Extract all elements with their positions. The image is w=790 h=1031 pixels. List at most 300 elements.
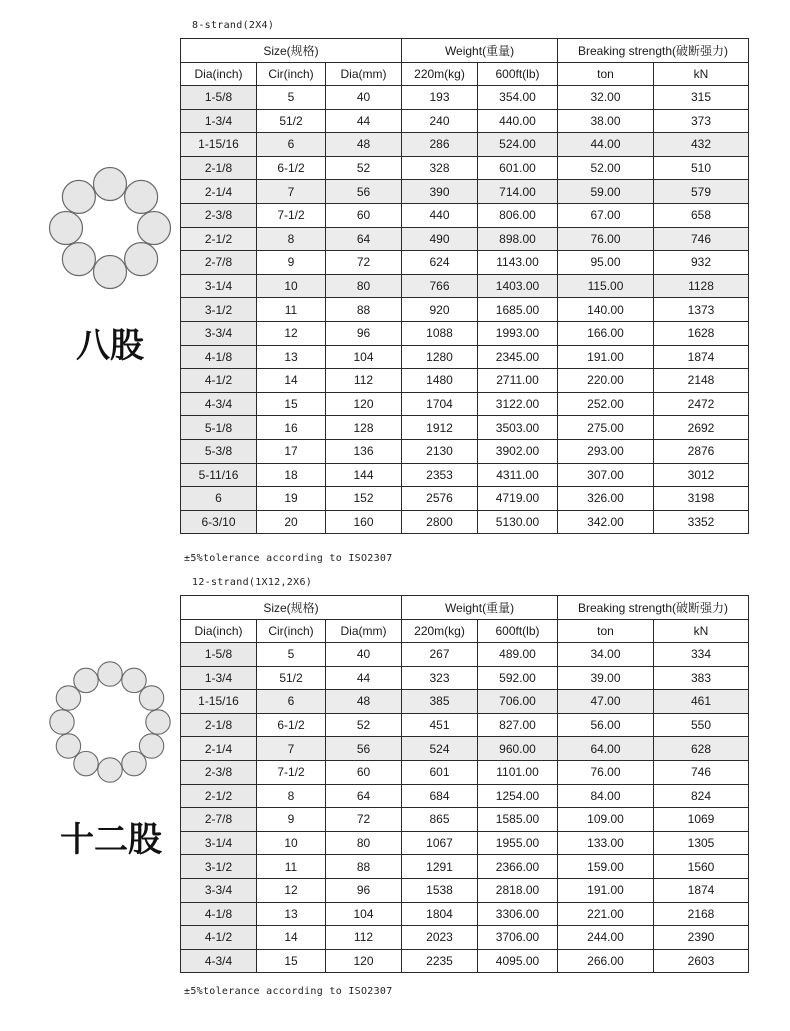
cell-cir-inch: 11 <box>257 298 326 322</box>
table-row <box>181 666 749 690</box>
eight-strand-label: 八股 <box>76 326 144 366</box>
cell-ton: 191.00 <box>558 878 654 902</box>
cell-dia-mm: 72 <box>326 808 402 832</box>
table-row <box>181 510 749 534</box>
table-row <box>181 831 749 855</box>
cell-ton: 39.00 <box>558 666 654 690</box>
cell-weight-lb: 2345.00 <box>478 345 558 369</box>
cell-dia-inch: 3-1/4 <box>181 831 257 855</box>
cell-kn: 2472 <box>654 392 749 416</box>
table8-tolerance-note: ±5%tolerance according to ISO2307 <box>184 553 393 564</box>
cell-dia-mm: 88 <box>326 298 402 322</box>
table-row <box>181 878 749 902</box>
cell-cir-inch: 7 <box>257 737 326 761</box>
cell-ton: 159.00 <box>558 855 654 879</box>
cell-kn: 383 <box>654 666 749 690</box>
cell-ton: 67.00 <box>558 203 654 227</box>
table-row <box>181 643 749 667</box>
table-row <box>181 203 749 227</box>
cell-kn: 1305 <box>654 831 749 855</box>
cell-ton: 95.00 <box>558 251 654 275</box>
cell-dia-mm: 52 <box>326 713 402 737</box>
cell-ton: 266.00 <box>558 949 654 973</box>
cell-ton: 252.00 <box>558 392 654 416</box>
cell-cir-inch: 20 <box>257 510 326 534</box>
cell-dia-mm: 120 <box>326 949 402 973</box>
weight-group-header: Weight(重量) <box>402 39 558 63</box>
cell-weight-lb: 1585.00 <box>478 808 558 832</box>
cell-ton: 47.00 <box>558 690 654 714</box>
cell-kn: 2168 <box>654 902 749 926</box>
cell-dia-inch: 6 <box>181 487 257 511</box>
cell-dia-inch: 6-3/10 <box>181 510 257 534</box>
cell-kn: 1128 <box>654 274 749 298</box>
eight-strand-cross-section-icon <box>48 166 172 290</box>
cell-dia-inch: 2-1/8 <box>181 713 257 737</box>
cell-dia-mm: 96 <box>326 321 402 345</box>
cell-weight-lb: 592.00 <box>478 666 558 690</box>
table-row <box>181 369 749 393</box>
cell-ton: 76.00 <box>558 760 654 784</box>
cell-dia-mm: 160 <box>326 510 402 534</box>
cell-dia-mm: 56 <box>326 737 402 761</box>
cell-ton: 38.00 <box>558 109 654 133</box>
col-weight-lb: 600ft(lb) <box>478 620 558 643</box>
cell-cir-inch: 51/2 <box>257 666 326 690</box>
cell-weight-kg: 390 <box>402 180 478 204</box>
cell-weight-lb: 827.00 <box>478 713 558 737</box>
cell-kn: 1874 <box>654 345 749 369</box>
strand-circle <box>56 734 80 758</box>
cell-weight-lb: 898.00 <box>478 227 558 251</box>
cell-kn: 3352 <box>654 510 749 534</box>
cell-kn: 746 <box>654 227 749 251</box>
cell-dia-mm: 60 <box>326 760 402 784</box>
cell-kn: 932 <box>654 251 749 275</box>
cell-weight-kg: 2576 <box>402 487 478 511</box>
cell-dia-inch: 2-1/4 <box>181 737 257 761</box>
cell-ton: 140.00 <box>558 298 654 322</box>
cell-dia-inch: 2-1/4 <box>181 180 257 204</box>
col-kn: kN <box>654 63 749 86</box>
strand-circle <box>125 243 158 276</box>
cell-dia-mm: 112 <box>326 369 402 393</box>
table-row <box>181 274 749 298</box>
size-group-header: Size(规格) <box>181 596 402 620</box>
cell-dia-inch: 2-7/8 <box>181 808 257 832</box>
cell-cir-inch: 6-1/2 <box>257 713 326 737</box>
cell-weight-lb: 714.00 <box>478 180 558 204</box>
cell-weight-kg: 385 <box>402 690 478 714</box>
cell-weight-kg: 323 <box>402 666 478 690</box>
cell-weight-lb: 1403.00 <box>478 274 558 298</box>
cell-dia-inch: 4-3/4 <box>181 392 257 416</box>
cell-weight-lb: 3122.00 <box>478 392 558 416</box>
cell-cir-inch: 7-1/2 <box>257 760 326 784</box>
table-row <box>181 298 749 322</box>
cell-dia-mm: 44 <box>326 666 402 690</box>
cell-kn: 746 <box>654 760 749 784</box>
cell-weight-lb: 1254.00 <box>478 784 558 808</box>
strand-circle <box>50 710 74 734</box>
cell-weight-kg: 601 <box>402 760 478 784</box>
table-row <box>181 487 749 511</box>
table-row <box>181 808 749 832</box>
cell-kn: 315 <box>654 86 749 110</box>
cell-weight-kg: 524 <box>402 737 478 761</box>
cell-kn: 2692 <box>654 416 749 440</box>
table-row <box>181 902 749 926</box>
cell-dia-inch: 4-1/8 <box>181 902 257 926</box>
cell-kn: 2876 <box>654 439 749 463</box>
cell-dia-mm: 104 <box>326 902 402 926</box>
strand-circle <box>139 734 163 758</box>
cell-weight-lb: 524.00 <box>478 133 558 157</box>
table-row <box>181 784 749 808</box>
strand-circle <box>50 212 83 245</box>
cell-dia-inch: 4-1/2 <box>181 369 257 393</box>
cell-weight-kg: 1804 <box>402 902 478 926</box>
cell-ton: 64.00 <box>558 737 654 761</box>
strand-circle <box>74 668 98 692</box>
table-row <box>181 345 749 369</box>
table-row <box>181 416 749 440</box>
cell-kn: 1628 <box>654 321 749 345</box>
table12-caption: 12-strand(1X12,2X6) <box>192 577 313 588</box>
cell-weight-lb: 1685.00 <box>478 298 558 322</box>
table-row <box>181 926 749 950</box>
cell-kn: 510 <box>654 156 749 180</box>
cell-weight-kg: 920 <box>402 298 478 322</box>
table-row <box>181 690 749 714</box>
cell-cir-inch: 10 <box>257 831 326 855</box>
cell-dia-inch: 4-1/8 <box>181 345 257 369</box>
cell-ton: 109.00 <box>558 808 654 832</box>
table-row <box>181 109 749 133</box>
cell-kn: 628 <box>654 737 749 761</box>
col-dia-mm: Dia(mm) <box>326 620 402 643</box>
cell-cir-inch: 9 <box>257 808 326 832</box>
table8-column-header <box>181 63 749 86</box>
table12-group-header <box>181 596 749 620</box>
cell-ton: 52.00 <box>558 156 654 180</box>
cell-kn: 334 <box>654 643 749 667</box>
cell-kn: 3198 <box>654 487 749 511</box>
strand-circle <box>122 668 146 692</box>
cell-kn: 373 <box>654 109 749 133</box>
cell-dia-mm: 88 <box>326 855 402 879</box>
cell-cir-inch: 14 <box>257 369 326 393</box>
cell-weight-kg: 328 <box>402 156 478 180</box>
cell-dia-mm: 44 <box>326 109 402 133</box>
cell-weight-kg: 2353 <box>402 463 478 487</box>
cell-kn: 824 <box>654 784 749 808</box>
cell-weight-kg: 2130 <box>402 439 478 463</box>
cell-weight-kg: 193 <box>402 86 478 110</box>
cell-dia-inch: 2-1/8 <box>181 156 257 180</box>
cell-cir-inch: 18 <box>257 463 326 487</box>
cell-ton: 191.00 <box>558 345 654 369</box>
strand-circle <box>139 686 163 710</box>
cell-dia-mm: 64 <box>326 227 402 251</box>
cell-weight-kg: 490 <box>402 227 478 251</box>
cell-weight-kg: 1088 <box>402 321 478 345</box>
cell-ton: 76.00 <box>558 227 654 251</box>
cell-weight-lb: 489.00 <box>478 643 558 667</box>
table-row <box>181 133 749 157</box>
cell-ton: 84.00 <box>558 784 654 808</box>
cell-weight-kg: 865 <box>402 808 478 832</box>
cell-weight-lb: 4719.00 <box>478 487 558 511</box>
strand-circle <box>146 710 170 734</box>
cell-dia-inch: 1-15/16 <box>181 133 257 157</box>
cell-weight-lb: 2818.00 <box>478 878 558 902</box>
cell-ton: 244.00 <box>558 926 654 950</box>
cell-dia-inch: 3-1/2 <box>181 298 257 322</box>
cell-dia-inch: 3-3/4 <box>181 321 257 345</box>
cell-dia-mm: 52 <box>326 156 402 180</box>
table-row <box>181 949 749 973</box>
cell-cir-inch: 9 <box>257 251 326 275</box>
size-group-header: Size(规格) <box>181 39 402 63</box>
cell-kn: 461 <box>654 690 749 714</box>
cell-dia-inch: 2-1/2 <box>181 784 257 808</box>
cell-dia-inch: 1-3/4 <box>181 666 257 690</box>
cell-ton: 166.00 <box>558 321 654 345</box>
cell-weight-lb: 3706.00 <box>478 926 558 950</box>
cell-dia-mm: 60 <box>326 203 402 227</box>
cell-cir-inch: 8 <box>257 784 326 808</box>
cell-weight-kg: 451 <box>402 713 478 737</box>
cell-dia-mm: 56 <box>326 180 402 204</box>
cell-weight-kg: 1538 <box>402 878 478 902</box>
cell-dia-mm: 72 <box>326 251 402 275</box>
cell-weight-lb: 4311.00 <box>478 463 558 487</box>
table-row <box>181 713 749 737</box>
cell-dia-inch: 1-5/8 <box>181 643 257 667</box>
cell-dia-mm: 40 <box>326 86 402 110</box>
cell-ton: 115.00 <box>558 274 654 298</box>
cell-weight-lb: 1101.00 <box>478 760 558 784</box>
strand-circle <box>62 243 95 276</box>
cell-cir-inch: 51/2 <box>257 109 326 133</box>
cell-ton: 56.00 <box>558 713 654 737</box>
twelve-strand-label: 十二股 <box>60 820 162 860</box>
cell-ton: 59.00 <box>558 180 654 204</box>
table-row <box>181 180 749 204</box>
cell-weight-kg: 440 <box>402 203 478 227</box>
cell-cir-inch: 12 <box>257 878 326 902</box>
col-dia-inch: Dia(inch) <box>181 63 257 86</box>
cell-dia-mm: 64 <box>326 784 402 808</box>
cell-kn: 3012 <box>654 463 749 487</box>
cell-weight-kg: 240 <box>402 109 478 133</box>
strand-circle <box>94 256 127 289</box>
strand-circle <box>98 758 122 782</box>
cell-weight-kg: 684 <box>402 784 478 808</box>
table12-column-header <box>181 620 749 643</box>
col-dia-inch: Dia(inch) <box>181 620 257 643</box>
col-ton: ton <box>558 63 654 86</box>
strand-circle <box>125 180 158 213</box>
cell-ton: 342.00 <box>558 510 654 534</box>
cell-cir-inch: 6-1/2 <box>257 156 326 180</box>
cell-weight-lb: 601.00 <box>478 156 558 180</box>
table-row <box>181 251 749 275</box>
cell-weight-lb: 5130.00 <box>478 510 558 534</box>
cell-weight-kg: 1704 <box>402 392 478 416</box>
cell-ton: 44.00 <box>558 133 654 157</box>
cell-weight-lb: 1993.00 <box>478 321 558 345</box>
cell-cir-inch: 6 <box>257 690 326 714</box>
col-cir-inch: Cir(inch) <box>257 620 326 643</box>
cell-weight-lb: 440.00 <box>478 109 558 133</box>
eight-strand-spec-table <box>180 38 749 534</box>
cell-cir-inch: 10 <box>257 274 326 298</box>
cell-weight-lb: 4095.00 <box>478 949 558 973</box>
cell-weight-kg: 1291 <box>402 855 478 879</box>
cell-dia-inch: 2-1/2 <box>181 227 257 251</box>
cell-weight-lb: 1143.00 <box>478 251 558 275</box>
cell-cir-inch: 13 <box>257 902 326 926</box>
breaking-strength-group-header: Breaking strength(破断强力) <box>558 596 749 620</box>
cell-kn: 579 <box>654 180 749 204</box>
cell-dia-mm: 48 <box>326 690 402 714</box>
table12-tolerance-note: ±5%tolerance according to ISO2307 <box>184 986 393 997</box>
cell-cir-inch: 16 <box>257 416 326 440</box>
cell-weight-lb: 1955.00 <box>478 831 558 855</box>
strand-circle <box>138 212 171 245</box>
cell-kn: 1560 <box>654 855 749 879</box>
cell-weight-kg: 267 <box>402 643 478 667</box>
col-ton: ton <box>558 620 654 643</box>
cell-dia-inch: 2-3/8 <box>181 203 257 227</box>
col-kn: kN <box>654 620 749 643</box>
col-dia-mm: Dia(mm) <box>326 63 402 86</box>
cell-weight-kg: 286 <box>402 133 478 157</box>
table8-group-header <box>181 39 749 63</box>
table-row <box>181 760 749 784</box>
cell-cir-inch: 7 <box>257 180 326 204</box>
col-weight-lb: 600ft(lb) <box>478 63 558 86</box>
cell-kn: 1874 <box>654 878 749 902</box>
cell-ton: 220.00 <box>558 369 654 393</box>
cell-dia-inch: 1-5/8 <box>181 86 257 110</box>
cell-dia-mm: 112 <box>326 926 402 950</box>
cell-cir-inch: 5 <box>257 643 326 667</box>
cell-weight-kg: 1480 <box>402 369 478 393</box>
cell-ton: 326.00 <box>558 487 654 511</box>
twelve-strand-spec-table <box>180 595 749 973</box>
cell-cir-inch: 14 <box>257 926 326 950</box>
cell-cir-inch: 12 <box>257 321 326 345</box>
cell-kn: 1373 <box>654 298 749 322</box>
cell-weight-lb: 806.00 <box>478 203 558 227</box>
cell-ton: 275.00 <box>558 416 654 440</box>
cell-kn: 2148 <box>654 369 749 393</box>
cell-dia-mm: 152 <box>326 487 402 511</box>
cell-dia-inch: 4-1/2 <box>181 926 257 950</box>
strand-circle <box>62 180 95 213</box>
cell-ton: 293.00 <box>558 439 654 463</box>
cell-dia-inch: 3-1/4 <box>181 274 257 298</box>
cell-weight-lb: 960.00 <box>478 737 558 761</box>
cell-dia-mm: 40 <box>326 643 402 667</box>
cell-weight-kg: 1067 <box>402 831 478 855</box>
cell-dia-inch: 2-7/8 <box>181 251 257 275</box>
cell-cir-inch: 15 <box>257 949 326 973</box>
cell-dia-inch: 1-3/4 <box>181 109 257 133</box>
strand-circle <box>74 751 98 775</box>
strand-circle <box>56 686 80 710</box>
cell-weight-lb: 3902.00 <box>478 439 558 463</box>
cell-kn: 432 <box>654 133 749 157</box>
table-row <box>181 156 749 180</box>
cell-weight-kg: 624 <box>402 251 478 275</box>
cell-dia-inch: 3-1/2 <box>181 855 257 879</box>
cell-cir-inch: 11 <box>257 855 326 879</box>
cell-cir-inch: 5 <box>257 86 326 110</box>
table-row <box>181 737 749 761</box>
table-row <box>181 439 749 463</box>
cell-dia-inch: 5-1/8 <box>181 416 257 440</box>
strand-circle <box>94 168 127 201</box>
table-row <box>181 321 749 345</box>
cell-weight-kg: 2023 <box>402 926 478 950</box>
cell-dia-inch: 4-3/4 <box>181 949 257 973</box>
cell-dia-mm: 128 <box>326 416 402 440</box>
cell-weight-lb: 3306.00 <box>478 902 558 926</box>
cell-ton: 34.00 <box>558 643 654 667</box>
cell-kn: 1069 <box>654 808 749 832</box>
cell-dia-mm: 136 <box>326 439 402 463</box>
table-row <box>181 86 749 110</box>
col-weight-kg: 220m(kg) <box>402 620 478 643</box>
breaking-strength-group-header: Breaking strength(破断强力) <box>558 39 749 63</box>
cell-weight-lb: 3503.00 <box>478 416 558 440</box>
cell-weight-lb: 2711.00 <box>478 369 558 393</box>
cell-dia-mm: 144 <box>326 463 402 487</box>
cell-weight-kg: 1280 <box>402 345 478 369</box>
cell-dia-mm: 48 <box>326 133 402 157</box>
cell-cir-inch: 6 <box>257 133 326 157</box>
cell-dia-mm: 104 <box>326 345 402 369</box>
cell-cir-inch: 19 <box>257 487 326 511</box>
cell-kn: 2390 <box>654 926 749 950</box>
cell-weight-kg: 2235 <box>402 949 478 973</box>
weight-group-header: Weight(重量) <box>402 596 558 620</box>
table8-caption: 8-strand(2X4) <box>192 20 275 31</box>
cell-weight-kg: 2800 <box>402 510 478 534</box>
cell-dia-inch: 5-11/16 <box>181 463 257 487</box>
table-row <box>181 855 749 879</box>
strand-circle <box>122 751 146 775</box>
cell-weight-lb: 354.00 <box>478 86 558 110</box>
cell-kn: 2603 <box>654 949 749 973</box>
cell-cir-inch: 8 <box>257 227 326 251</box>
table-row <box>181 227 749 251</box>
cell-cir-inch: 7-1/2 <box>257 203 326 227</box>
cell-kn: 550 <box>654 713 749 737</box>
table-row <box>181 463 749 487</box>
cell-cir-inch: 13 <box>257 345 326 369</box>
cell-dia-inch: 1-15/16 <box>181 690 257 714</box>
cell-cir-inch: 17 <box>257 439 326 463</box>
cell-ton: 32.00 <box>558 86 654 110</box>
cell-kn: 658 <box>654 203 749 227</box>
cell-dia-mm: 120 <box>326 392 402 416</box>
cell-ton: 307.00 <box>558 463 654 487</box>
